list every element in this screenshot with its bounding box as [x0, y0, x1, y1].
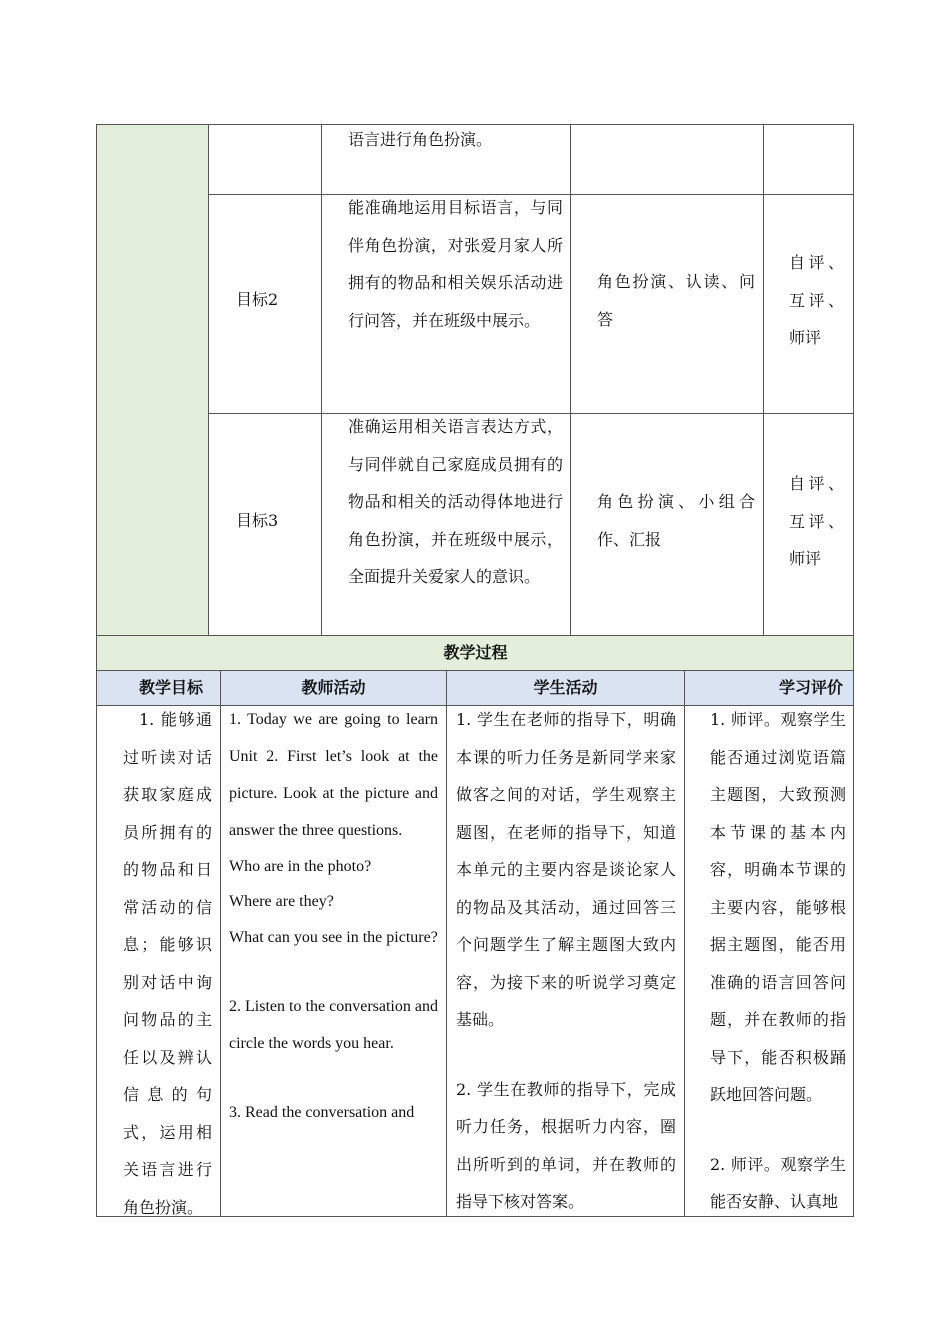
row3-method: 角色扮演、小组合作、汇报	[597, 492, 755, 549]
teacher-question-3: What can you see in the picture?	[229, 929, 438, 946]
row2-target: 目标2	[236, 290, 279, 309]
row2-content: 能准确地运用目标语言，与同伴角色扮演，对张爱月家人所拥有的物品和相关娱乐活动进行问答，并在班级中展示。	[348, 198, 563, 330]
student-step-1: 1. 学生在老师的指导下，明确本课的听力任务是新同学来家做客之间的对话，学生观察主题图，在老师的指导下，知道本单元的主要内容是谈论家人的物品及其活动，通过回答三个问题学生了解主题图大致内容，为接下来的听说学习奠定基础。	[456, 710, 676, 1029]
row2-evaluation: 自评、互评、师评	[789, 253, 844, 347]
header-teacher: 教师活动	[301, 678, 366, 697]
row3-content: 准确运用相关语言表达方式，与同伴就自己家庭成员拥有的物品和相关的活动得体地进行角色扮演，并在班级中展示，全面提升关爱家人的意识。	[348, 417, 563, 586]
header-goal: 教学目标	[139, 678, 204, 697]
row3-evaluation: 自评、互评、师评	[789, 474, 844, 568]
header-evaluation: 学习评价	[778, 678, 843, 697]
student-activity	[456, 701, 676, 1221]
teacher-activity	[229, 701, 438, 1131]
teacher-question-1: Who are in the photo?	[229, 858, 372, 875]
student-step-2: 2. 学生在教师的指导下，完成听力任务，根据听力内容，圈出所听到的单词，并在教师的指导下核对答案。	[456, 1079, 676, 1211]
teacher-question-2: Where are they?	[229, 893, 334, 910]
section-label-cell	[97, 125, 208, 635]
row3-target: 目标3	[236, 511, 279, 530]
learning-evaluation	[710, 701, 846, 1221]
header-student: 学生活动	[533, 678, 598, 697]
teacher-step-3: 3. Read the conversation and	[229, 1104, 415, 1121]
teacher-step-1: 1. Today we are going to learn Unit 2. First let’s look at the picture. Look at the picture and answer the three questions.	[229, 711, 438, 839]
teacher-step-2: 2. Listen to the conversation and circle the words you hear.	[229, 998, 438, 1052]
goal-text: 1. 能够通过听读对话获取家庭成员所拥有的的物品和日常活动的信息；能够识别对话中询问物品的主任以及辨认信息的句式，运用相关语言进行角色扮演。	[123, 710, 212, 1217]
row2-method: 角色扮演、认读、问答	[597, 272, 755, 329]
evaluation-step-1: 1. 师评。观察学生能否通过浏览语篇主题图，大致预测本节课的基本内容，明确本节课的主要内容，能够根据主题图，能否用准确的语言回答问题，并在教师的指导下，能否积极踊跃地回答问题。	[710, 710, 846, 1104]
row1-content: 语言进行角色扮演。	[348, 130, 493, 149]
process-title: 教学过程	[443, 643, 508, 662]
evaluation-step-2: 2. 师评。观察学生能否安静、认真地	[710, 1154, 846, 1211]
